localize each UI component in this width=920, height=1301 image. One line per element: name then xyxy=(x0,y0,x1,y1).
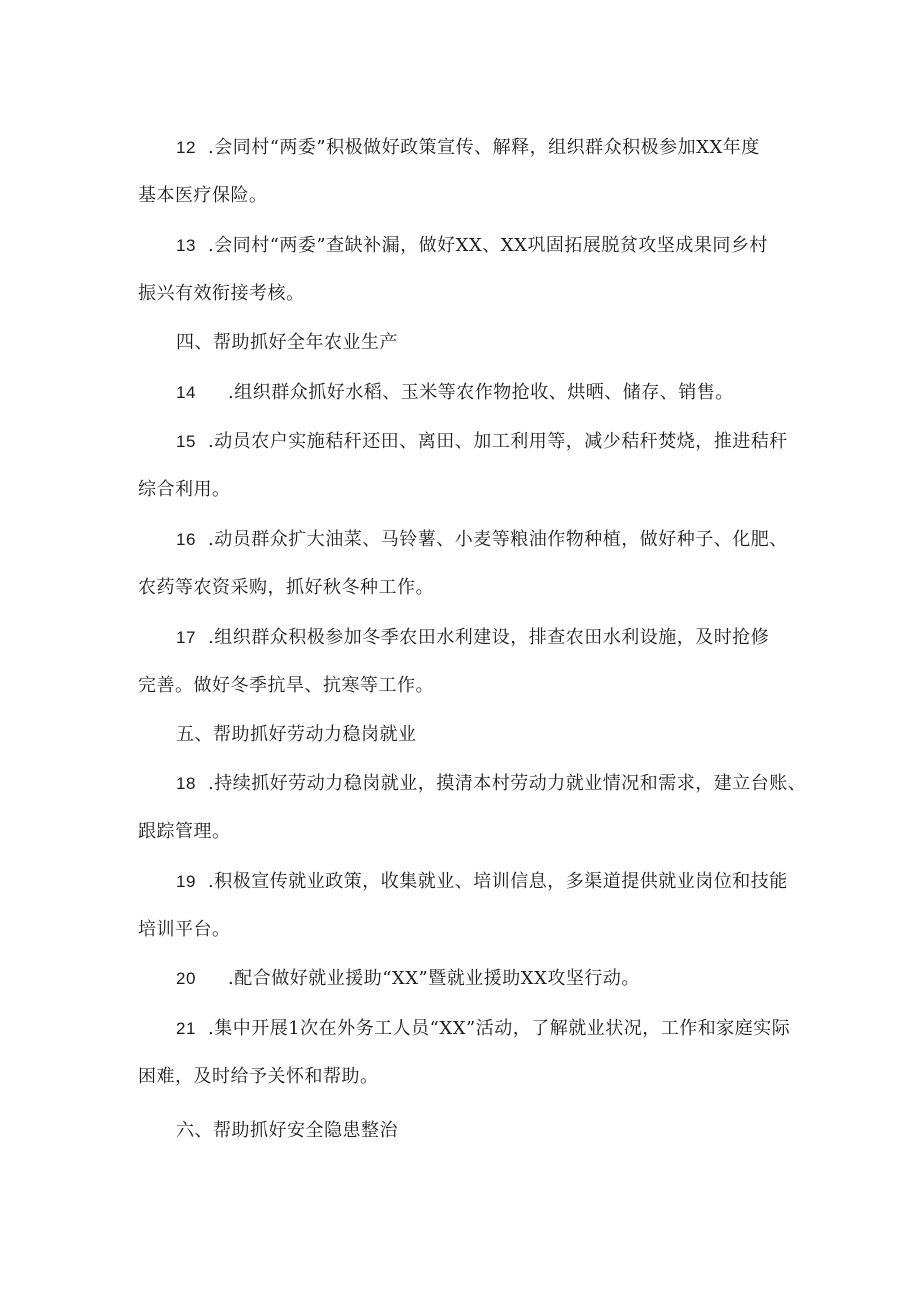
item-19 xyxy=(138,858,788,954)
section-heading-4 xyxy=(138,319,788,367)
item-text-continued: 农药等农资采购，抓好秋冬种工作。 xyxy=(138,577,434,598)
item-text: .积极宣传就业政策，收集就业、培训信息，多渠道提供就业岗位和技能 xyxy=(208,871,788,892)
item-number: 14 xyxy=(176,383,196,402)
item-13 xyxy=(138,222,788,318)
item-number: 19 xyxy=(176,872,196,891)
item-text-continued: 跟踪管理。 xyxy=(138,821,231,842)
item-number: 17 xyxy=(176,628,196,647)
item-18 xyxy=(138,760,807,856)
item-17 xyxy=(138,614,788,710)
section-heading: 五、帮助抓好劳动力稳岗就业 xyxy=(176,724,417,745)
item-text: .会同村“两委”查缺补漏，做好XX、XX巩固拓展脱贫攻坚成果同乡村 xyxy=(208,235,768,256)
item-number: 20 xyxy=(176,969,196,988)
item-text: .动员农户实施秸秆还田、离田、加工利用等，减少秸秆焚烧，推进秸秆 xyxy=(208,431,788,452)
item-text-continued: 综合利用。 xyxy=(138,479,231,500)
item-number: 16 xyxy=(176,530,196,549)
item-number: 18 xyxy=(176,774,196,793)
item-text: .持续抓好劳动力稳岗就业，摸清本村劳动力就业情况和需求，建立台账、 xyxy=(208,773,807,794)
item-text-continued: 基本医疗保险。 xyxy=(138,185,268,206)
item-number: 12 xyxy=(176,138,196,157)
item-text-continued: 完善。做好冬季抗旱、抗寒等工作。 xyxy=(138,675,434,696)
item-text: .配合做好就业援助“XX”暨就业援助XX攻坚行动。 xyxy=(228,968,640,989)
item-text: .集中开展1次在外务工人员“XX”活动，了解就业状况，工作和家庭实际 xyxy=(208,1018,791,1039)
item-text-continued: 困难，及时给予关怀和帮助。 xyxy=(138,1066,379,1087)
item-number: 21 xyxy=(176,1019,196,1038)
item-number: 13 xyxy=(176,236,196,255)
item-15 xyxy=(138,418,788,514)
item-16 xyxy=(138,516,788,612)
item-text: .组织群众抓好水稻、玉米等农作物抢收、烘晒、储存、销售。 xyxy=(228,382,734,403)
item-12 xyxy=(138,124,788,220)
item-14 xyxy=(138,369,788,417)
item-text-continued: 振兴有效衔接考核。 xyxy=(138,283,305,304)
section-heading-5 xyxy=(138,711,788,759)
section-heading: 六、帮助抓好安全隐患整治 xyxy=(176,1120,398,1141)
section-heading-6 xyxy=(138,1107,788,1155)
item-text: .组织群众积极参加冬季农田水利建设，排查农田水利设施，及时抢修 xyxy=(208,627,770,648)
section-heading: 四、帮助抓好全年农业生产 xyxy=(176,332,398,353)
item-20 xyxy=(138,955,788,1003)
item-text: .会同村“两委”积极做好政策宣传、解释，组织群众积极参加XX年度 xyxy=(208,137,760,158)
item-21 xyxy=(138,1005,791,1101)
item-number: 15 xyxy=(176,432,196,451)
item-text: .动员群众扩大油菜、马铃薯、小麦等粮油作物种植，做好种子、化肥、 xyxy=(208,529,788,550)
item-text-continued: 培训平台。 xyxy=(138,919,231,940)
